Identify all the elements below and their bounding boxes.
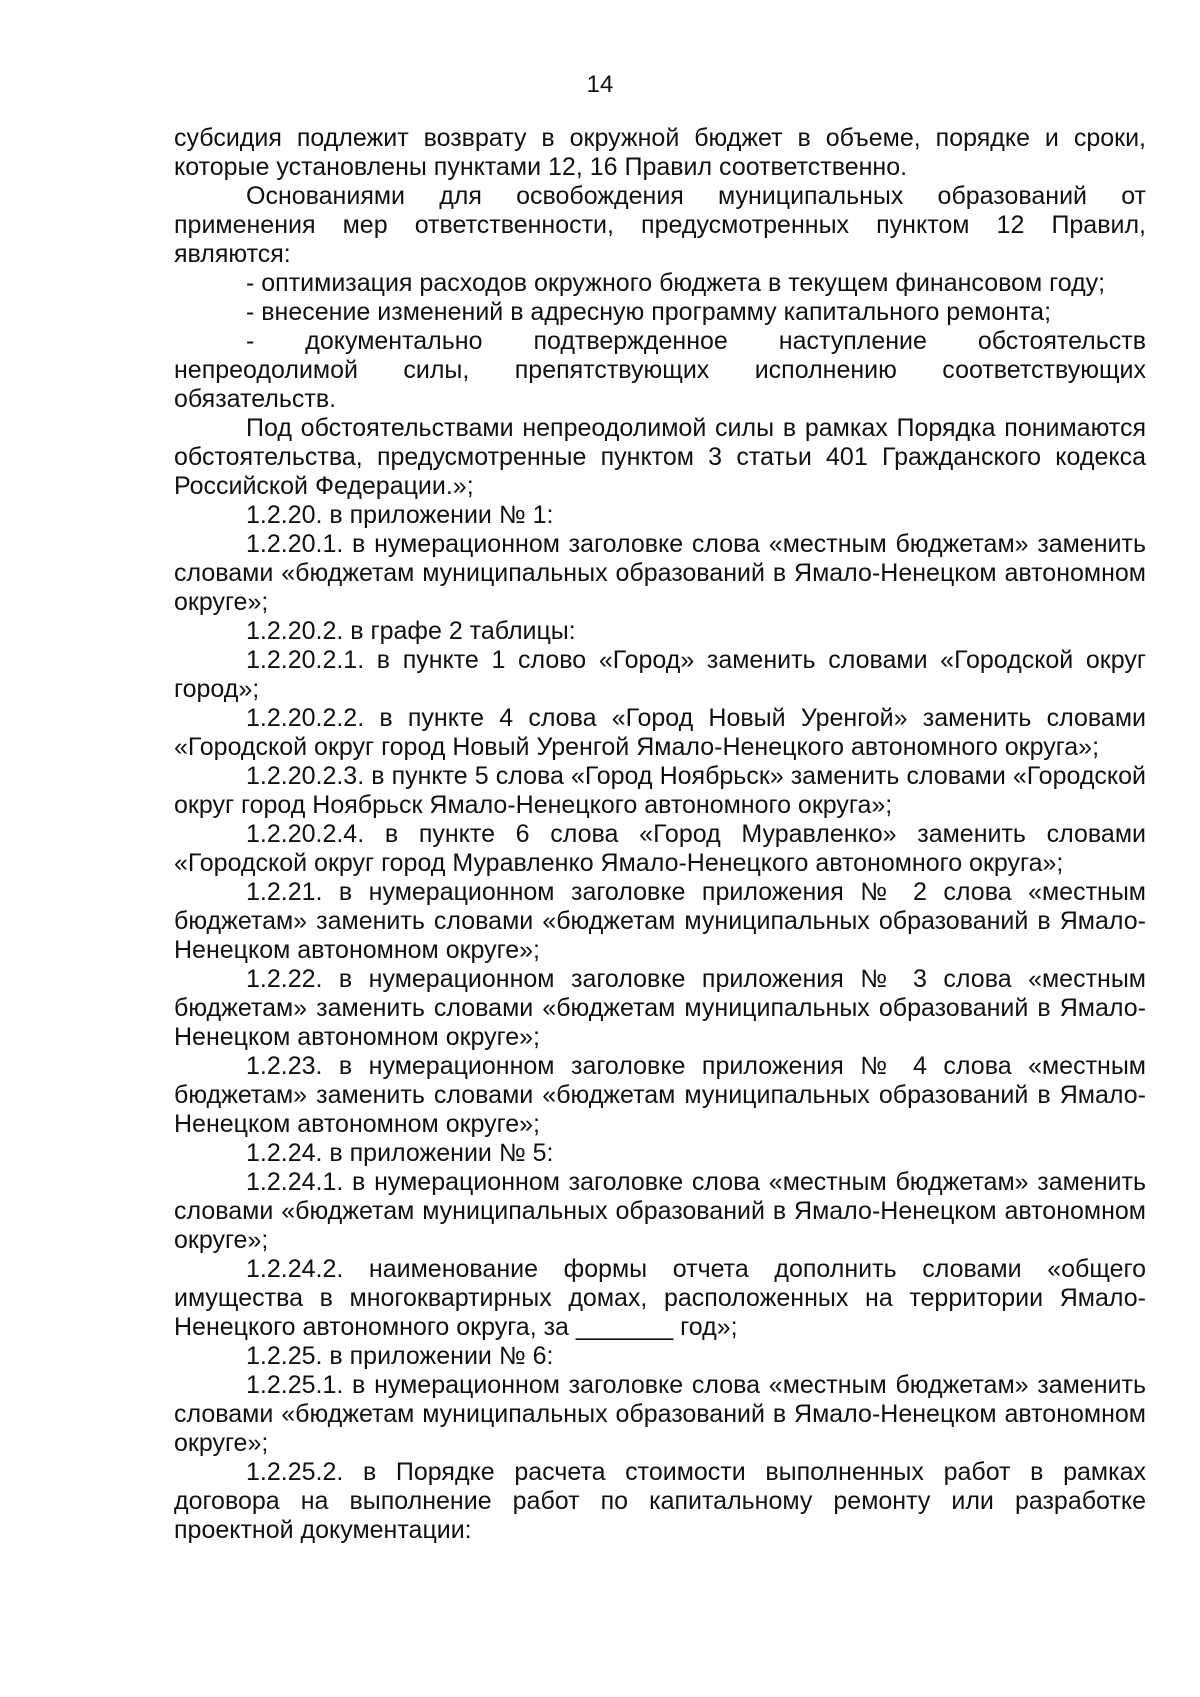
paragraph: 1.2.24.1. в нумерационном заголовке слова «местным бюджетам» заменить словами «бюджетам муниципальных образований в Ямало-Ненецком автономном округе»;: [174, 1168, 1146, 1254]
paragraph: - документально подтвержденное наступление обстоятельств непреодолимой силы, препятствующих исполнению соответствующих обязательств.: [174, 327, 1146, 413]
paragraph: - оптимизация расходов окружного бюджета в текущем финансовом году;: [246, 269, 1106, 297]
paragraph: - внесение изменений в адресную программу капитального ремонта;: [246, 298, 1052, 326]
page-number: 14: [586, 71, 614, 98]
paragraph: 1.2.25.2. в Порядке расчета стоимости выполненных работ в рамках договора на выполнение работ по капитальному ремонту или разработке проектной документации:: [174, 1458, 1146, 1544]
paragraph: 1.2.22. в нумерационном заголовке приложения № 3 слова «местным бюджетам» заменить словами «бюджетам муниципальных образований в Ямало-Ненецком автономном округе»;: [174, 965, 1146, 1051]
paragraph: 1.2.20.2.4. в пункте 6 слова «Город Муравленко» заменить словами «Городской округ город Муравленко Ямало-Ненецкого автономного округа»;: [174, 820, 1146, 877]
paragraph: 1.2.21. в нумерационном заголовке приложения № 2 слова «местным бюджетам» заменить словами «бюджетам муниципальных образований в Ямало-Ненецком автономном округе»;: [174, 878, 1146, 964]
paragraph: 1.2.20.2.1. в пункте 1 слово «Город» заменить словами «Городской округ город»;: [174, 646, 1146, 703]
paragraph: субсидия подлежит возврату в окружной бюджет в объеме, порядке и сроки, которые установлены пунктами 12, 16 Правил соответственно.: [174, 124, 1146, 181]
paragraph: 1.2.25. в приложении № 6:: [246, 1342, 554, 1370]
paragraph: Под обстоятельствами непреодолимой силы в рамках Порядка понимаются обстоятельства, предусмотренные пунктом 3 статьи 401 Гражданского кодекса Российской Федерации.»;: [174, 414, 1146, 500]
paragraph: 1.2.20.2.3. в пункте 5 слова «Город Ноябрьск» заменить словами «Городской округ город Ноябрьск Ямало-Ненецкого автономного округа»;: [174, 762, 1146, 819]
paragraph: Основаниями для освобождения муниципальных образований от применения мер ответственности, предусмотренных пунктом 12 Правил, являются:: [174, 182, 1146, 268]
paragraph: 1.2.20.2.2. в пункте 4 слова «Город Новый Уренгой» заменить словами «Городской округ город Новый Уренгой Ямало-Ненецкого автономного округа»;: [174, 704, 1146, 761]
document-body: [174, 124, 1146, 1545]
paragraph: 1.2.20.2. в графе 2 таблицы:: [246, 617, 576, 645]
paragraph: 1.2.20. в приложении № 1:: [246, 501, 554, 529]
paragraph: 1.2.25.1. в нумерационном заголовке слова «местным бюджетам» заменить словами «бюджетам муниципальных образований в Ямало-Ненецком автономном округе»;: [174, 1371, 1146, 1457]
paragraph: 1.2.23. в нумерационном заголовке приложения № 4 слова «местным бюджетам» заменить словами «бюджетам муниципальных образований в Ямало-Ненецком автономном округе»;: [174, 1052, 1146, 1138]
paragraph: 1.2.24. в приложении № 5:: [246, 1139, 554, 1167]
paragraph: 1.2.20.1. в нумерационном заголовке слова «местным бюджетам» заменить словами «бюджетам муниципальных образований в Ямало-Ненецком автономном округе»;: [174, 530, 1146, 616]
paragraph: 1.2.24.2. наименование формы отчета дополнить словами «общего имущества в многоквартирных домах, расположенных на территории Ямало-Ненецкого автономного округа, за _______ год»;: [174, 1255, 1146, 1341]
